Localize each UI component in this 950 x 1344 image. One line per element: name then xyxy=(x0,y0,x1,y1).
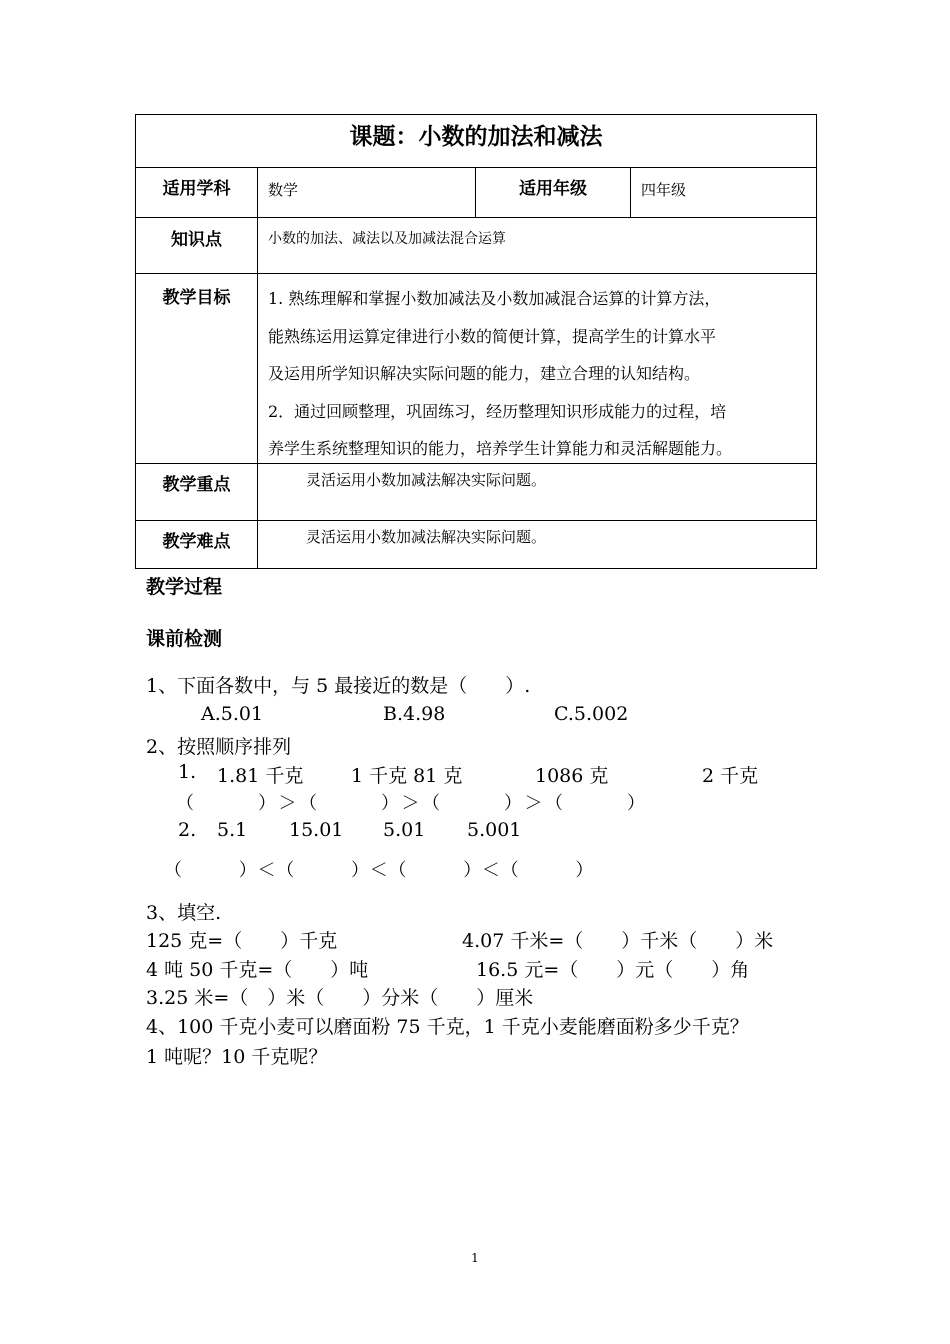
knowledge-row xyxy=(136,217,816,273)
goal-line-4: 2．通过回顾整理，巩固练习，经历整理知识形成能力的过程，培 xyxy=(268,401,727,421)
q2-1-item: 1086 克 xyxy=(535,765,609,787)
q3-line-3: 3.25 米=（ ）米（ ）分米（ ）厘米 xyxy=(146,987,534,1009)
grade-label: 适用年级 xyxy=(475,168,630,217)
key-point-row xyxy=(136,463,816,520)
title-row xyxy=(136,115,816,167)
question-2: 2、按照顺序排列 xyxy=(146,736,292,758)
q1-option-b: B.4.98 xyxy=(383,703,446,725)
key-point-label: 教学重点 xyxy=(162,475,231,495)
goal-line-3: 及运用所学知识解决实际问题的能力，建立合理的认知结构。 xyxy=(268,364,701,383)
process-heading: 教学过程 xyxy=(146,576,223,598)
goals-row xyxy=(136,273,816,463)
q2-1-number: 1. xyxy=(178,761,197,783)
lesson-info-table xyxy=(135,114,817,569)
q3-line-2a: 4 吨 50 千克=（ ）吨 xyxy=(146,959,369,981)
pretest-heading: 课前检测 xyxy=(146,628,223,650)
q1-option-c: C.5.002 xyxy=(554,703,629,725)
q3-line-1b: 4.07 千米=（ ）千米（ ）米 xyxy=(462,930,774,952)
q2-1-blanks: （ ）＞（ ）＞（ ）＞（ ） xyxy=(176,793,648,814)
q2-2-item: 15.01 xyxy=(289,819,344,841)
question-3: 3、填空. xyxy=(146,902,222,924)
knowledge-label: 知识点 xyxy=(171,230,222,250)
page-number: 1 xyxy=(471,1251,479,1265)
q1-option-a: A.5.01 xyxy=(201,703,264,725)
difficulty-value: 灵活运用小数加减法解决实际问题。 xyxy=(257,521,816,568)
q2-1-item: 2 千克 xyxy=(702,765,759,787)
subject-label: 适用学科 xyxy=(162,179,231,199)
difficulty-row xyxy=(136,520,816,568)
key-point-value: 灵活运用小数加减法解决实际问题。 xyxy=(257,464,816,520)
question-4-line-2: 1 吨呢？10 千克呢？ xyxy=(146,1046,328,1068)
goal-line-5: 养学生系统整理知识的能力，培养学生计算能力和灵活解题能力。 xyxy=(268,439,733,458)
question-4-line-1: 4、100 千克小麦可以磨面粉 75 千克，1 千克小麦能磨面粉多少千克？ xyxy=(146,1016,749,1038)
q3-line-1a: 125 克=（ ）千克 xyxy=(146,930,338,952)
lesson-title: 课题：小数的加法和减法 xyxy=(349,124,603,150)
q2-2-item: 5.001 xyxy=(467,819,522,841)
grade-value: 四年级 xyxy=(630,168,816,217)
goals-label: 教学目标 xyxy=(162,288,231,308)
q2-1-item: 1 千克 81 克 xyxy=(351,765,463,787)
q2-2-item: 5.1 xyxy=(217,819,248,841)
difficulty-label: 教学难点 xyxy=(162,532,231,552)
subject-grade-row xyxy=(136,167,816,217)
knowledge-value: 小数的加法、减法以及加减法混合运算 xyxy=(257,218,816,273)
goal-line-1: 1. 熟练理解和掌握小数加减法及小数加减混合运算的计算方法， xyxy=(268,289,721,308)
q2-1-item: 1.81 千克 xyxy=(217,765,304,787)
q2-2-item: 5.01 xyxy=(383,819,426,841)
goal-line-2: 能熟练运用运算定律进行小数的简便计算，提高学生的计算水平 xyxy=(268,326,717,346)
subject-value: 数学 xyxy=(257,168,475,217)
q2-2-number: 2. xyxy=(178,819,197,841)
goals-text xyxy=(257,274,816,463)
question-1: 1、下面各数中，与 5 最接近的数是（ ）. xyxy=(146,675,531,697)
q3-line-2b: 16.5 元=（ ）元（ ）角 xyxy=(476,959,750,981)
q2-2-blanks: （ ）＜（ ）＜（ ）＜（ ） xyxy=(164,860,595,881)
